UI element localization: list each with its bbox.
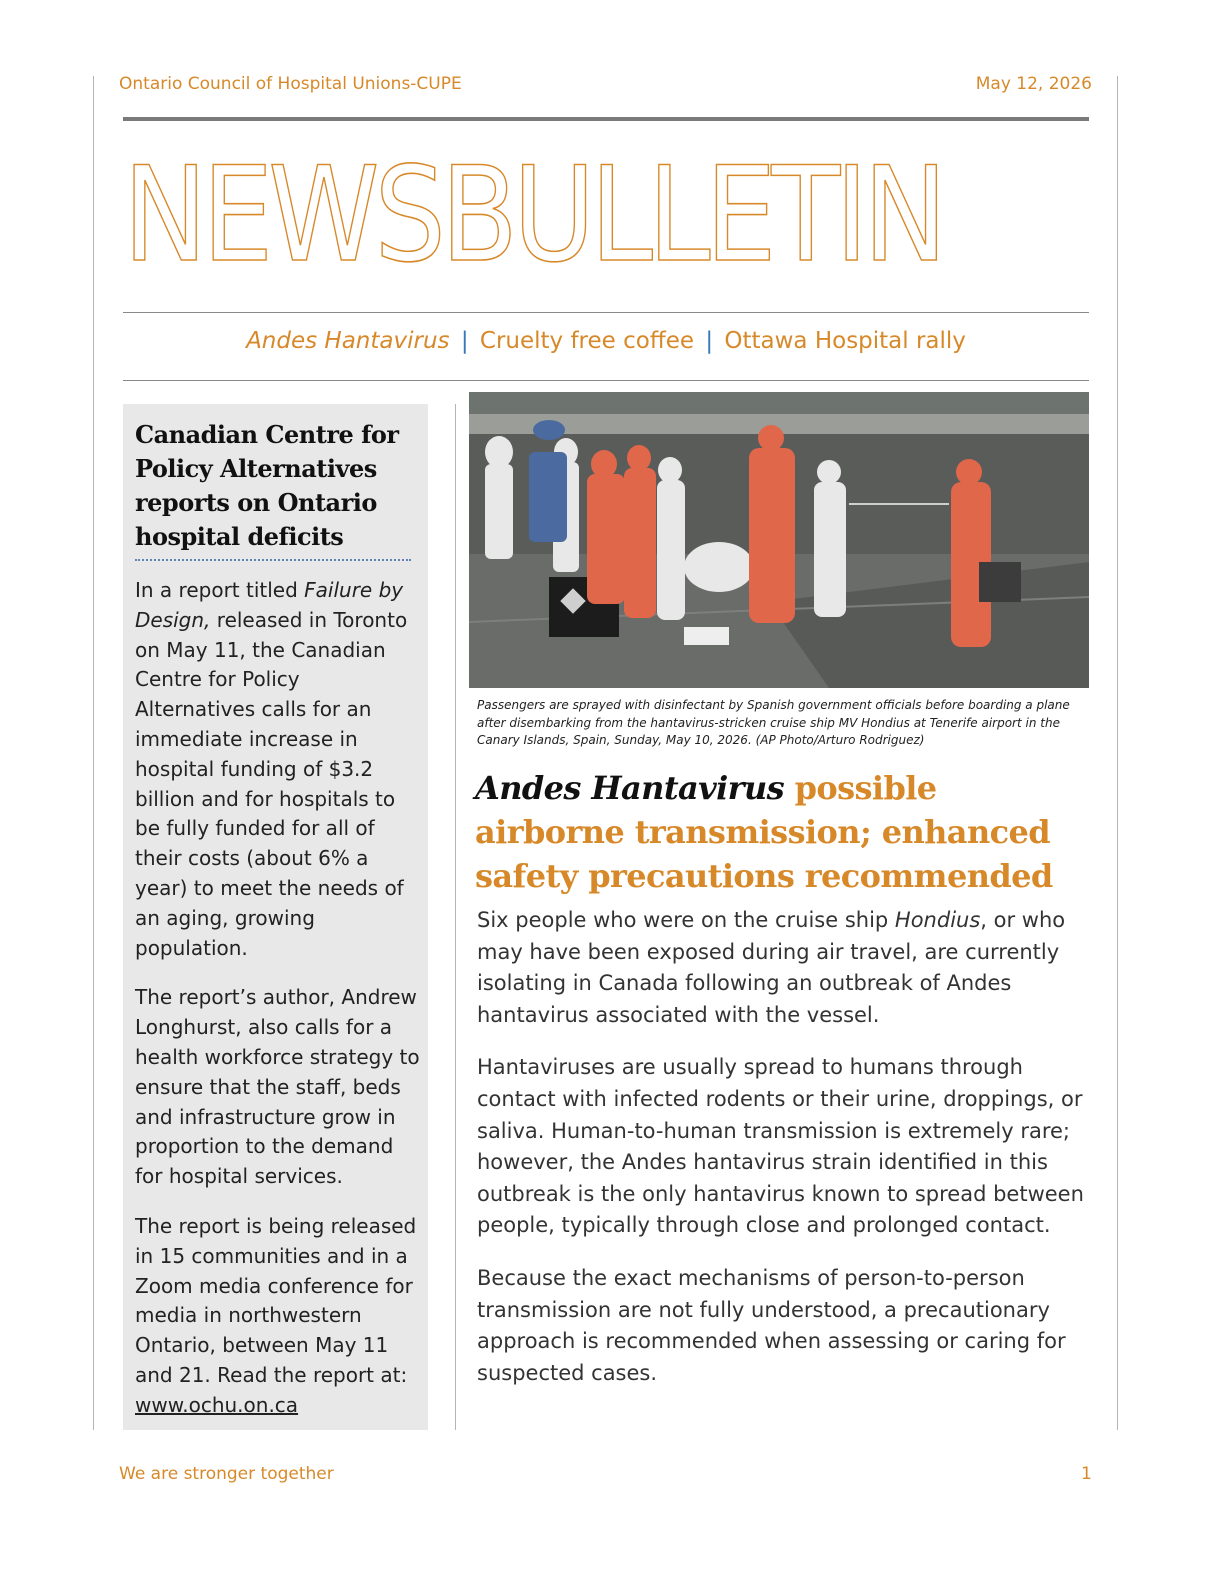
header-rule: [123, 117, 1089, 121]
sidebar-title: Canadian Centre for Policy Alternatives reports on Ontario hospital deficits: [135, 420, 399, 551]
topic-hantavirus[interactable]: Andes Hantavirus: [246, 328, 450, 354]
article-paragraph: Hantaviruses are usually spread to humans through contact with infected rodents or their urine, droppings, or saliva. Human-to-human transmission is extremely rare; however, the Andes hantavirus strain identified in this outbreak is the only hantavirus known to spread between people, typically through close and prolonged contact.: [477, 1055, 1084, 1238]
sidebar-body: [135, 576, 425, 1441]
topics-top-rule: [123, 312, 1089, 313]
sidebar-paragraph: In a report titled Failure by Design, released in Toronto on May 11, the Canadian Centre for Policy Alternatives calls for an immediate increase in hospital funding of $3.2 billion and for hospitals to be fully funded for all of their costs (about 6% a year) to meet the needs of an aging, growing population.: [135, 578, 408, 960]
issue-date: May 12, 2026: [975, 74, 1092, 94]
topic-ottawa-rally[interactable]: Ottawa Hospital rally: [724, 328, 966, 354]
organization-name: Ontario Council of Hospital Unions-CUPE: [119, 74, 462, 94]
headline-rest: possible airborne transmission; enhanced safety precautions recommended: [475, 769, 1053, 895]
news-photo: [469, 392, 1089, 688]
report-link[interactable]: www.ochu.on.ca: [135, 1392, 299, 1417]
sidebar-paragraph: The report is being released in 15 communities and in a Zoom media conference for media in northwestern Ontario, between May 11 and 21. Read the report at: www.ochu.on.ca: [135, 1213, 417, 1417]
headline-lead: Andes Hantavirus: [475, 769, 785, 807]
right-margin-rule: [1117, 76, 1118, 1430]
photo-caption: Passengers are sprayed with disinfectant by Spanish government officials before boarding a plane after disembarking from the hantavirus-stricken cruise ship MV Hondius at Tenerife airport in the Canary Islands, Spain, Sunday, May 10, 2026. (AP Photo/Arturo Rodriguez): [477, 698, 1070, 747]
footer-slogan: We are stronger together: [119, 1464, 334, 1484]
article-headline: [475, 766, 1089, 898]
sidebar-paragraph: The report’s author, Andrew Longhurst, also calls for a health workforce strategy to ensure that the staff, beds and infrastructure grow in proportion to the demand for hospital services.: [135, 985, 420, 1189]
sidebar-story: [123, 404, 428, 1430]
article-paragraph: Six people who were on the cruise ship Hondius, or who may have been exposed during air travel, are currently isolating in Canada following an outbreak of Andes hantavirus associated with the vessel.: [477, 908, 1066, 1027]
masthead-title: NEWSBULLETIN: [123, 150, 943, 280]
topics-bottom-rule: [123, 380, 1089, 381]
page-number: 1: [1081, 1464, 1092, 1484]
article-body: [477, 905, 1087, 1410]
article-paragraph: Because the exact mechanisms of person-to-person transmission are not fully understood, a precautionary approach is recommended when assessing or caring for suspected cases.: [477, 1265, 1066, 1385]
left-margin-rule: [93, 76, 94, 1430]
topic-separator: |: [460, 328, 469, 354]
topic-coffee[interactable]: Cruelty free coffee: [479, 328, 694, 354]
dotted-divider: [135, 559, 411, 561]
airport-scene-image: [469, 392, 1089, 688]
topics-bar: [123, 328, 1089, 354]
column-rule: [455, 404, 456, 1430]
topic-separator: |: [705, 328, 714, 354]
masthead: [123, 150, 1089, 280]
